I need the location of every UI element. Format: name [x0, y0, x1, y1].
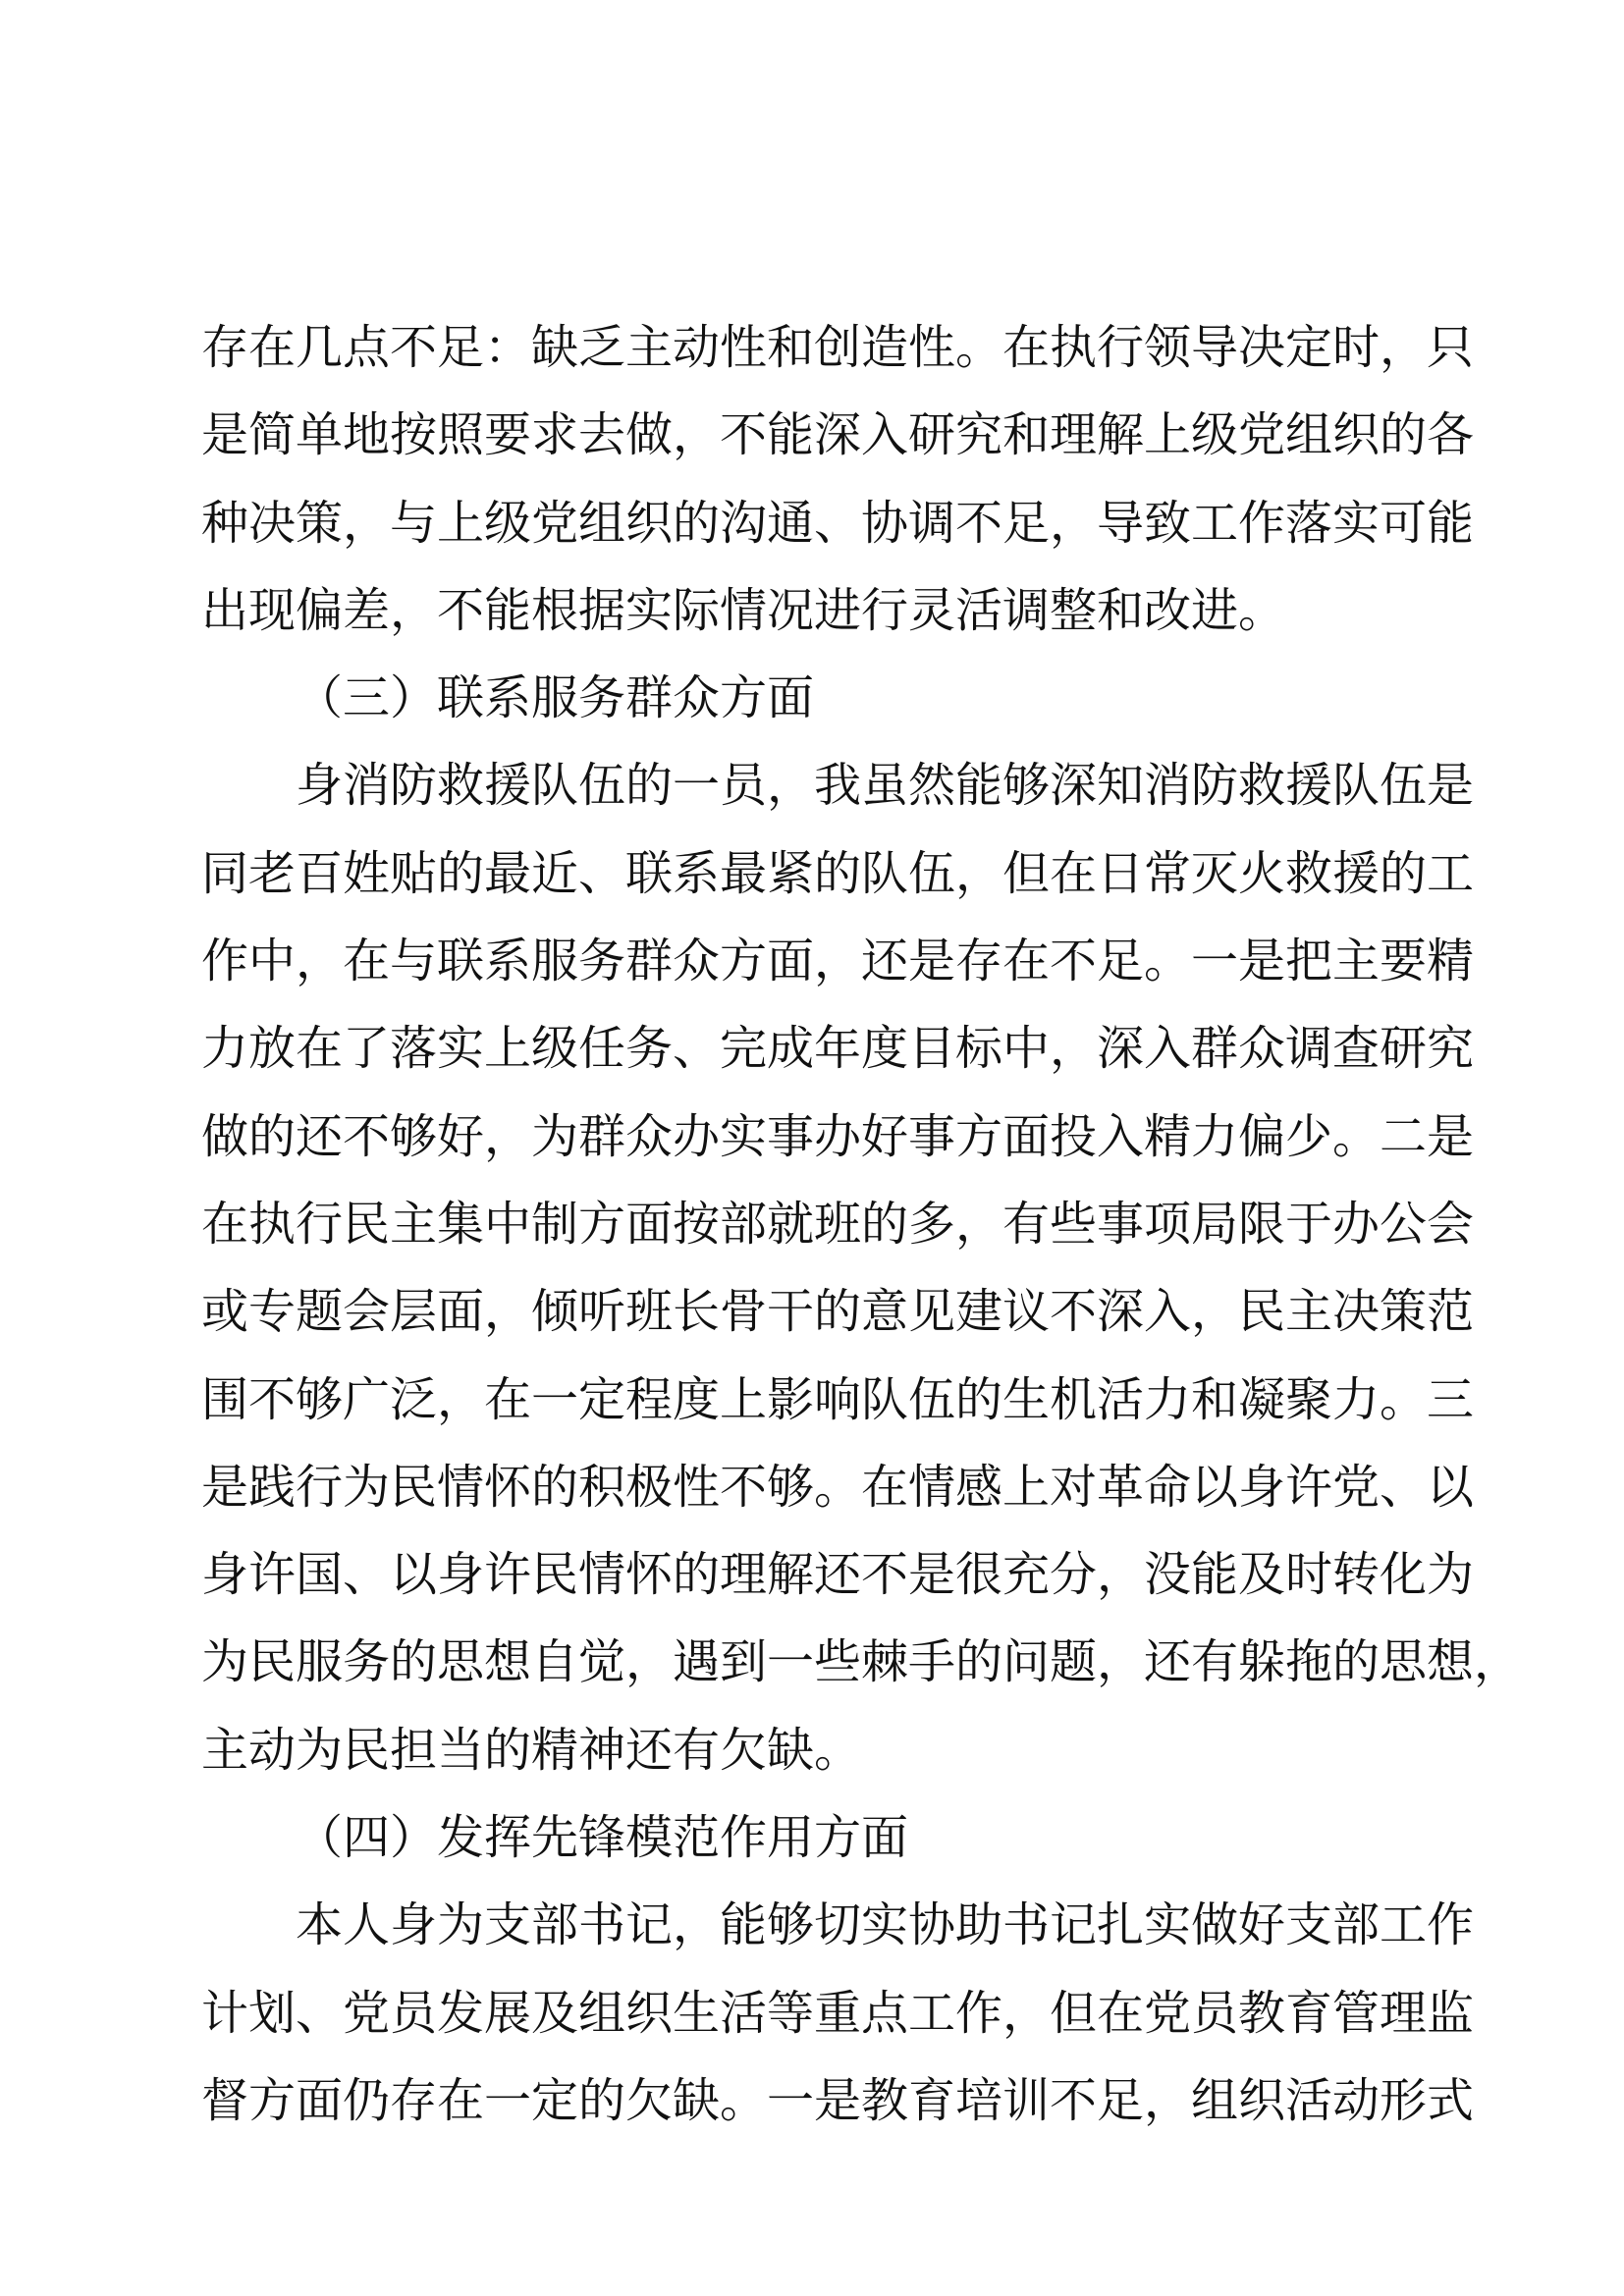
- body-line: 同老百姓贴的最近、联系最紧的队伍，但在日常灭火救援的工: [201, 845, 1475, 901]
- body-line: 或专题会层面，倾听班长骨干的意见建议不深入，民主决策范: [201, 1284, 1475, 1340]
- body-line-first: 身消防救援队伍的一员，我虽然能够深知消防救援队伍是: [296, 758, 1475, 814]
- body-line: 督方面仍存在一定的欠缺。一是教育培训不足，组织活动形式: [201, 2072, 1475, 2128]
- body-line: 身许国、以身许民情怀的理解还不是很充分，没能及时转化为: [201, 1547, 1475, 1603]
- section-heading: （三）联系服务群众方面: [296, 670, 815, 726]
- body-line: 围不够广泛，在一定程度上影响队伍的生机活力和凝聚力。三: [201, 1371, 1475, 1427]
- body-line: 做的还不够好，为群众办实事办好事方面投入精力偏少。二是: [201, 1108, 1475, 1164]
- body-line: 种决策，与上级党组织的沟通、协调不足，导致工作落实可能: [201, 495, 1475, 551]
- section-heading: （四）发挥先锋模范作用方面: [296, 1810, 909, 1866]
- body-line: 存在几点不足：缺乏主动性和创造性。在执行领导决定时，只: [201, 320, 1475, 375]
- body-line: 作中，在与联系服务群众方面，还是存在不足。一是把主要精: [201, 934, 1475, 989]
- body-line: 计划、党员发展及组织生活等重点工作，但在党员教育管理监: [201, 1985, 1475, 2041]
- body-line: 是践行为民情怀的积极性不够。在情感上对革命以身许党、以: [201, 1459, 1475, 1515]
- body-line: 主动为民担当的精神还有欠缺。: [201, 1722, 862, 1778]
- body-line: 是简单地按照要求去做，不能深入研究和理解上级党组织的各: [201, 407, 1475, 463]
- document-body: [201, 304, 1522, 2145]
- body-line: 在执行民主集中制方面按部就班的多，有些事项局限于办公会: [201, 1196, 1475, 1252]
- body-line-first: 本人身为支部书记，能够切实协助书记扎实做好支部工作: [296, 1897, 1475, 1953]
- body-line: 出现偏差，不能根据实际情况进行灵活调整和改进。: [201, 582, 1286, 638]
- body-line: 为民服务的思想自觉，遇到一些棘手的问题，还有躲拖的思想，: [201, 1634, 1522, 1690]
- body-line: 力放在了落实上级任务、完成年度目标中，深入群众调查研究: [201, 1021, 1475, 1077]
